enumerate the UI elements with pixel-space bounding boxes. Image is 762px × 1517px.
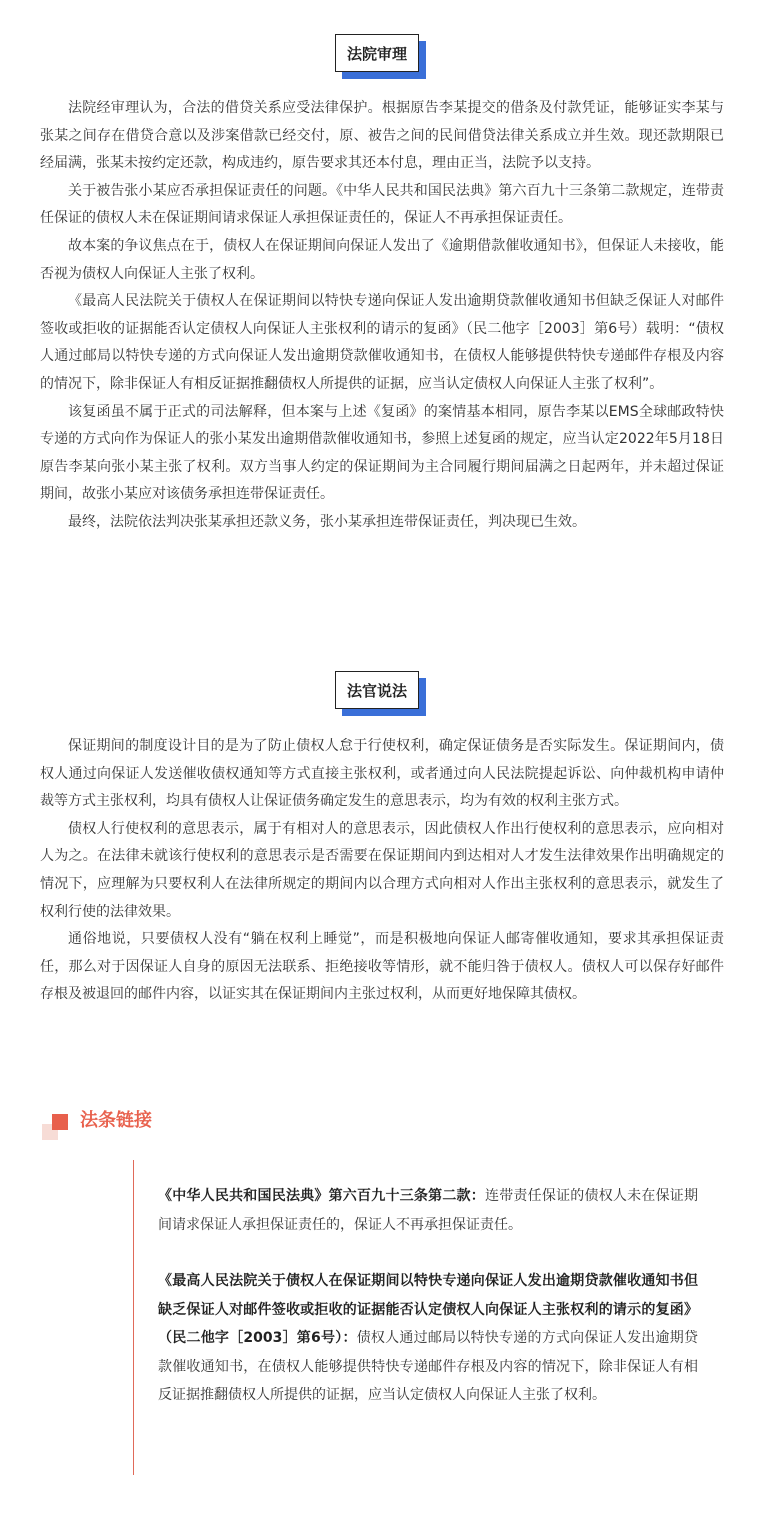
court-body (40, 95, 724, 537)
judge-body (40, 733, 724, 1009)
section-title-court: 法院审理 (335, 34, 419, 72)
paragraph: 债权人行使权利的意思表示，属于有相对人的意思表示，因此债权人作出行使权利的意思表示，应向相对人为之。在法律未就该行使权利的意思表示是否需要在保证期间内到达相对人才发生法律效果作出明确规定的情况下，应理解为只要权利人在法律所规定的期间内以合理方式向相对人作出主张权利的意思表示，就发生了权利行使的法律效果。 (40, 820, 724, 920)
law-quote (158, 1182, 698, 1410)
law-header (40, 1108, 240, 1148)
paragraph: 关于被告张小某应否承担保证责任的问题。《中华人民共和国民法典》第六百九十三条第二款规定，连带责任保证的债权人未在保证期间请求保证人承担保证责任的，保证人不再承担保证责任。 (40, 182, 724, 227)
paragraph: 故本案的争议焦点在于，债权人在保证期间向保证人发出了《逾期借款催收通知书》，但保证人未接收，能否视为债权人向保证人主张了权利。 (40, 237, 724, 282)
law-source: 《中华人民共和国民法典》第六百九十三条第二款： (158, 1188, 485, 1204)
accent-square-icon (52, 1114, 68, 1130)
section-title-judge: 法官说法 (335, 671, 419, 709)
paragraph: 保证期间的制度设计目的是为了防止债权人怠于行使权利，确定保证债务是否实际发生。保证期间内，债权人通过向保证人发送催收债权通知等方式直接主张权利，或者通过向人民法院提起诉讼、向仲裁机构申请仲裁等方式主张权利，均具有债权人让保证债务确定发生的意思表示，均为有效的权利主张方式。 (40, 738, 724, 810)
paragraph: 通俗地说，只要债权人没有“躺在权利上睡觉”，而是积极地向保证人邮寄催收通知，要求其承担保证责任，那么对于因保证人自身的原因无法联系、拒绝接收等情形，就不能归咎于债权人。债权人可以保存好邮件存根及被退回的邮件内容，以证实其在保证期间内主张过权利，从而更好地保障其债权。 (40, 931, 724, 1003)
paragraph: 法院经审理认为，合法的借贷关系应受法律保护。根据原告李某提交的借条及付款凭证，能够证实李某与张某之间存在借贷合意以及涉案借款已经交付，原、被告之间的民间借贷法律关系成立并生效。现还款期限已经届满，张某未按约定还款，构成违约，原告要求其还本付息，理由正当，法院予以支持。 (40, 100, 724, 172)
section-badge-court (335, 34, 419, 72)
paragraph: 最终，法院依法判决张某承担还款义务，张小某承担连带保证责任，判决现已生效。 (68, 513, 586, 530)
law-item (158, 1267, 698, 1410)
paragraph: 该复函虽不属于正式的司法解释，但本案与上述《复函》的案情基本相同，原告李某以EMS全球邮政特快专递的方式向作为保证人的张小某发出逾期借款催收通知书，参照上述复函的规定，应当认定2022年5月18日原告李某向张小某主张了权利。双方当事人约定的保证期间为主合同履行期间届满之日起两年，并未超过保证期间，故张小某应对该债务承担连带保证责任。 (40, 403, 724, 503)
section-badge-judge (335, 671, 419, 709)
law-content: 连带责任保证的债权人未在保证期间请求保证人承担保证责任的，保证人不再承担保证责任。 (158, 1188, 699, 1233)
law-source: 《最高人民法院关于债权人在保证期间以特快专递向保证人发出逾期贷款催收通知书但缺乏保证人对邮件签收或拒收的证据能否认定债权人向保证人主张权利的请示的复函》（民二他字［2003］第6号）： (158, 1273, 698, 1346)
paragraph: 《最高人民法院关于债权人在保证期间以特快专递向保证人发出逾期贷款催收通知书但缺乏保证人对邮件签收或拒收的证据能否认定债权人向保证人主张权利的请示的复函》（民二他字［2003］第6号）载明：“债权人通过邮局以特快专递的方式向保证人发出逾期贷款催收通知书，在债权人能够提供特快专递邮件存根及内容的情况下，除非保证人有相反证据推翻债权人所提供的证据，应当认定债权人向保证人主张了权利”。 (40, 293, 724, 392)
quote-divider (133, 1160, 134, 1475)
law-content: 债权人通过邮局以特快专递的方式向保证人发出逾期贷款催收通知书，在债权人能够提供特快专递邮件存根及内容的情况下，除非保证人有相反证据推翻债权人所提供的证据，应当认定债权人向保证人主张了权利。 (158, 1330, 698, 1403)
law-item (158, 1182, 698, 1239)
section-title-law: 法条链接 (80, 1110, 152, 1131)
